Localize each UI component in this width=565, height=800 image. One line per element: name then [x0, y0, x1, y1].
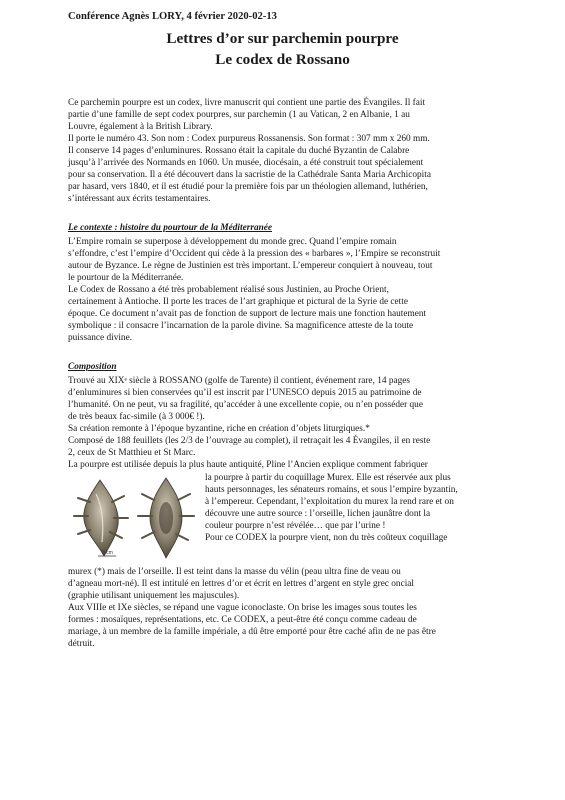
paragraph-line: le pourtour de la Méditerranée. — [68, 273, 184, 283]
murex-shell-left-icon — [74, 480, 128, 556]
paragraph-line: l’humanité. On ne peut, vu sa fragilité, qu’accéder à une excellente copie, ou n’en posséder que — [68, 400, 423, 410]
paragraph-line: s’intéressant aux écrits testamentaires. — [68, 194, 211, 204]
paragraph-line: Aux VIIIe et IXe siècles, se répand une vague iconoclaste. On brise les images sous toutes les — [68, 603, 417, 613]
paragraph-line: pour sa conservation. Il a été découvert dans la sacristie de la Cathédrale Santa Maria Archicopita — [68, 170, 431, 180]
paragraph-line: détruit. — [68, 639, 95, 649]
paragraph-line: Il conserve 14 pages d’enluminures. Rossano était la capitale du duché Byzantin de Calabre — [68, 146, 410, 156]
paragraph-line: partie d’une famille de sept codex pourpres, sur parchemin (1 au Vatican, 2 en Albanie, 1 au — [68, 110, 410, 120]
murex-shell-right-icon — [138, 478, 194, 558]
paragraph-line: formes : mosaïques, représentations, etc. Ce CODEX, a peut-être été conçu comme cadeau de — [68, 615, 417, 625]
wrap-line: à l’empereur. Cependant, l’exploitation du murex la rend rare et on — [205, 497, 454, 507]
wrap-line: découvre une autre source : l’orseille, lichen jaunâtre dont la — [205, 509, 431, 519]
paragraph-line: s’effondre, c’est l’empire d’Occident qui cède à la pression des « barbares », l’Empire se reconstruit — [68, 249, 441, 259]
paragraph-line: autour de Byzance. Le règne de Justinien est très important. L’empereur conquiert à nouveau, tout — [68, 261, 433, 271]
paragraph-line: d’agneau mort-né). Il est intitulé en lettres d’or et écrit en lettres d’argent en style grec oncial — [68, 579, 414, 589]
wrap-line: hauts personnages, les sénateurs romains, et sous l’empire byzantin, — [205, 485, 458, 495]
paragraph-line: Il porte le numéro 43. Son nom : Codex purpureus Rossanensis. Son format : 307 mm x 260 mm. — [68, 134, 430, 144]
paragraph-line: symbolique : il consacre l’incarnation de la parole divine. Sa magnificence atteste de la toute — [68, 321, 414, 331]
paragraph-line: puissance divine. — [68, 333, 133, 343]
section-heading-composition: Composition — [68, 362, 117, 372]
paragraph-line: jusqu’à l’arrivée des Normands en 1060. Un musée, diocésain, a été construit tout spécialement — [68, 158, 424, 168]
paragraph-line: murex (*) mais de l’orseille. Il est teint dans la masse du vélin (peau ultra fine de veau ou — [68, 567, 401, 577]
paragraph-line: mariage, à un membre de la famille impériale, a dû être emporté pour être caché afin de ne pas être — [68, 627, 436, 637]
paragraph-line: La pourpre est utilisée depuis la plus haute antiquité, Pline l’Ancien explique comment fabriquer — [68, 460, 428, 470]
wrap-line: Pour ce CODEX la pourpre vient, non du très coûteux coquillage — [205, 533, 448, 543]
paragraph-line: Composé de 188 feuillets (les 2/3 de l’ouvrage au complet), il retraçait les 4 Évangiles, il en reste — [68, 436, 431, 446]
conference-header: Conférence Agnès LORY, 4 février 2020-02-13 — [68, 11, 277, 22]
wrap-line: couleur pourpre n’est révélée… que par l’urine ! — [205, 521, 386, 531]
paragraph-line: époque. Ce document n’avait pas de fonction de support de lecture mais une fonction hautement — [68, 309, 427, 319]
paragraph-line: (graphie utilisant uniquement les majuscules). — [68, 591, 240, 601]
paragraph-line: Sa création remonte à l’époque byzantine, riche en création d’objets liturgiques.* — [68, 424, 370, 434]
paragraph-line: de très beaux fac-simile (à 3 000€ !). — [68, 412, 205, 422]
paragraph-line: Louvre, également à la British Library. — [68, 122, 213, 132]
paragraph-line: Le Codex de Rossano a été très probablement réalisé sous Justinien, au Proche Orient, — [68, 285, 389, 295]
title-line-2: Le codex de Rossano — [215, 51, 350, 68]
wrap-line: la pourpre à partir du coquillage Murex. Elle est réservée aux plus — [205, 473, 451, 483]
paragraph-line: Ce parchemin pourpre est un codex, livre manuscrit qui contient une partie des Évangiles. Il fait — [68, 98, 426, 108]
section-heading-contexte: Le contexte : histoire du pourtour de la Méditerranée — [68, 223, 273, 233]
paragraph-line: certainement à Antioche. Il porte les traces de l’art graphique et pictural de la Syrie de cette — [68, 297, 408, 307]
paragraph-line: d’enluminures si bien conservées qu’il est inscrit par l’UNESCO depuis 2015 au patrimoine de — [68, 388, 422, 398]
paragraph-line: L’Empire romain se superpose à développement du monde grec. Quand l’empire romain — [68, 237, 397, 247]
murex-shell-photo — [68, 472, 201, 562]
photo-scale-label: 3 cm — [102, 550, 113, 556]
paragraph-line: 2, ceux de St Matthieu et St Marc. — [68, 448, 196, 458]
paragraph-line: par hasard, vers 1840, et il est étudié pour la première fois par un théologien allemand, luthérien, — [68, 182, 428, 192]
title-line-1: Lettres d’or sur parchemin pourpre — [166, 30, 399, 47]
paragraph-line: Trouvé au XIXᵉ siècle à ROSSANO (golfe de Tarente) il contient, événement rare, 14 pages — [68, 376, 411, 386]
